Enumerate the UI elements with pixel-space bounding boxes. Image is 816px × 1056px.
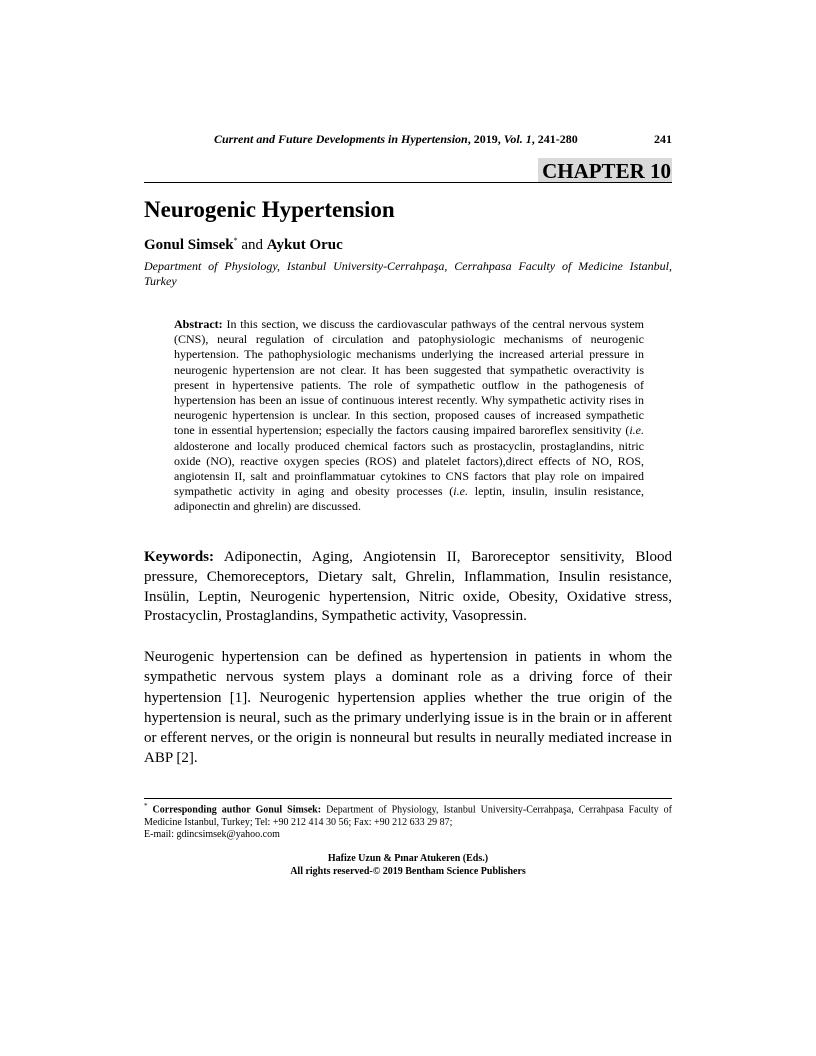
journal-citation (214, 132, 578, 147)
keywords-label: Keywords: (144, 549, 214, 565)
abstract-label: Abstract: (174, 317, 223, 331)
editors-line: Hafize Uzun & Pınar Atukeren (Eds.) (327, 853, 489, 864)
keywords-text: Adiponectin, Aging, Angiotensin II, Baroreceptor sensitivity, Blood pressure, Chemoreceptors, Dietary salt, Ghrelin, Inflammation, Insulin resistance, Insülin, Leptin, Neurogenic hypertension, Nitric oxide, Obesity, Oxidative stress, Prostacyclin, Prostaglandins, Sympathetic activity, Vasopressin. (144, 549, 672, 625)
author-line (144, 236, 343, 254)
publisher-block (144, 852, 672, 878)
abstract-ie-2: i.e. (453, 484, 468, 499)
footnote-email: E-mail: gdincsimsek@yahoo.com (144, 829, 280, 841)
author-1: Gonul Simsek (144, 237, 234, 253)
page-number: 241 (654, 132, 672, 146)
abstract (174, 317, 644, 515)
abstract-text-1: In this section, we discuss the cardiovascular pathways of the central nervous system (CNS), neural regulation of circulation and patophysiologic mechanisms of neurogenic hypertension. The pathophysiologic mechanisms underlying the increased arterial pressure in neurogenic hypertension are not clear. It has been suggested that sympathetic overactivity is present in hypertensive patients. The role of sympathetic outflow in the pathogenesis of hypertension has been an issue of continuous interest recently. Why sympathetic activity rises in neurogenic hypertension is unclear. In this section, proposed causes of increased sympathetic tone in essential hypertension; especially the factors causing impaired baroreflex sensitivity ( (174, 317, 644, 438)
journal-volume: Vol. 1 (503, 132, 532, 146)
footnote-mark: * (144, 802, 148, 810)
rights-line: All rights reserved-© 2019 Bentham Science Publishers (290, 866, 526, 877)
journal-title: Current and Future Developments in Hypertension (214, 132, 468, 146)
keywords (144, 548, 672, 627)
abstract-ie-1: i.e. (629, 423, 644, 438)
body-paragraph: Neurogenic hypertension can be defined as hypertension in patients in whom the sympathetic nervous system plays a dominant role as a driving force of their hypertension [1]. Neurogenic hypertension applies whether the true origin of the hypertension is neural, such as the primary underlying issue is in the brain or in afferent or efferent nerves, or the origin is nonneural but results in neurally mediated increase in ABP [2]. (144, 649, 672, 767)
author-2: Aykut Oruc (266, 237, 343, 253)
abstract-text-3: leptin, insulin, insulin resistance, adiponectin and ghrelin) are discussed. (174, 484, 645, 514)
author-joiner: and (237, 237, 267, 253)
abstract-text-2: aldosterone and locally produced chemical factors such as prostacyclin, prostaglandins, nitric oxide (NO), reactive oxygen species (ROS) and platelet factors),direct effects of NO, ROS, angiotensin II, salt and proinflammatuar cytokines to CNS factors that play role on impaired sympathetic activity in aging and obesity processes ( (174, 438, 644, 499)
chapter-title: Neurogenic Hypertension (144, 197, 395, 222)
corresponding-mark: * (233, 236, 238, 245)
footnote-label: Corresponding author Gonul Simsek: (147, 804, 322, 816)
journal-pages: , 241-280 (531, 132, 578, 146)
footnote-text: Department of Physiology, Istanbul University-Cerrahpaşa, Cerrahpasa Faculty of Medicine Istanbul, Turkey; Tel: +90 212 414 30 56; Fax: +90 212 633 29 87; (144, 804, 672, 828)
chapter-label: CHAPTER 10 (538, 158, 672, 183)
journal-year: , 2019, (467, 132, 504, 146)
affiliation: Department of Physiology, Istanbul University-Cerrahpaşa, Cerrahpasa Faculty of Medicine Istanbul, Turkey (144, 259, 672, 288)
footnote (144, 800, 672, 842)
footnote-rule (144, 798, 672, 799)
header-rule (144, 182, 672, 183)
